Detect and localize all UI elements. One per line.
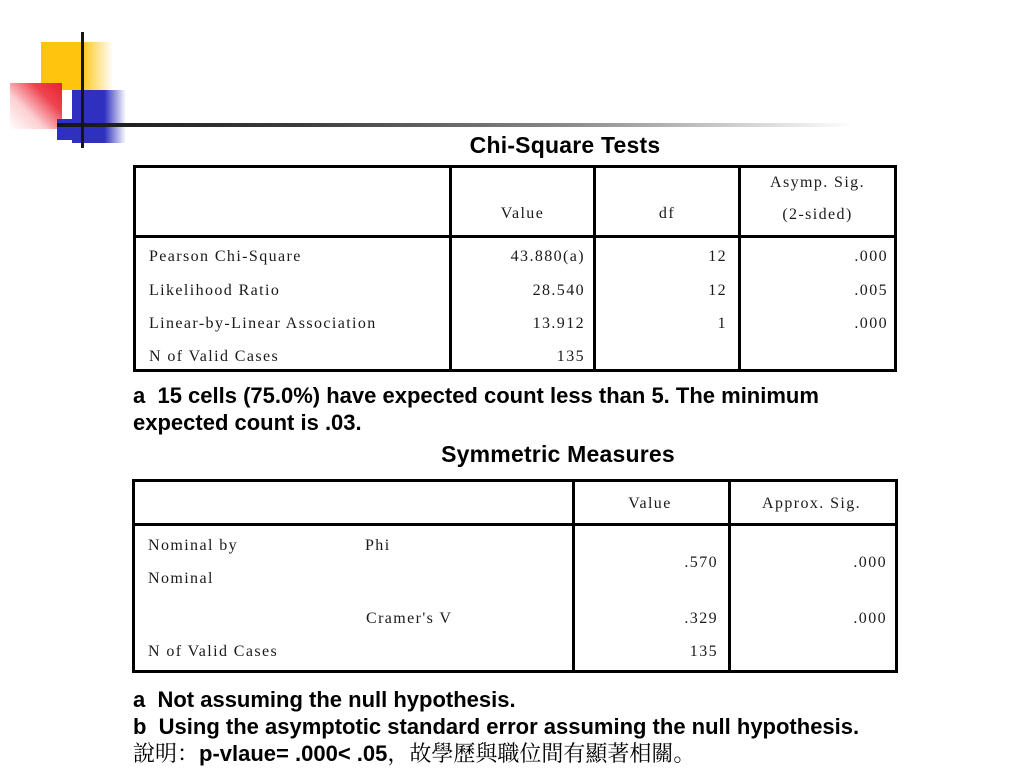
cell-value: .570 <box>684 554 718 571</box>
chi-square-footnote <box>133 382 819 436</box>
cell-value: 135 <box>556 348 585 365</box>
cell-value: 13.912 <box>532 315 585 332</box>
chi-square-table <box>133 165 897 372</box>
note-conclusion <box>133 740 859 767</box>
chi-square-col-divider-1 <box>449 168 452 369</box>
note-conclusion-suffix: ，故學歷與職位間有顯著相關。 <box>387 741 696 766</box>
note-a: a Not assuming the null hypothesis. <box>133 687 516 712</box>
cell-df: 12 <box>708 248 727 265</box>
row-label: Linear-by-Linear Association <box>149 315 377 332</box>
symmetric-header-divider <box>135 523 895 526</box>
row-group-label-line2: Nominal <box>148 570 214 587</box>
row-label: Pearson Chi-Square <box>149 248 302 265</box>
cell-df: 1 <box>717 315 727 332</box>
row-group-label-line1: Nominal by <box>148 537 238 554</box>
cell-sig: .000 <box>853 610 887 627</box>
cell-value: 28.540 <box>532 282 585 299</box>
note-conclusion-prefix: 說明： <box>133 741 200 766</box>
cell-df: 12 <box>708 282 727 299</box>
decoration-red-square <box>10 83 62 129</box>
chi-square-col-divider-2 <box>593 168 596 369</box>
column-header-value: Value <box>500 205 545 222</box>
cell-sig: .000 <box>854 315 888 332</box>
column-header-asymp-sig-line1: Asymp. Sig. <box>770 174 865 191</box>
row-label: N of Valid Cases <box>148 643 279 660</box>
cell-sig: .000 <box>854 248 888 265</box>
row-label: Likelihood Ratio <box>149 282 281 299</box>
cell-value: 135 <box>689 643 718 660</box>
symmetric-measures-table <box>132 479 898 673</box>
footnote-line: a 15 cells (75.0%) have expected count less than 5. The minimum <box>133 383 819 408</box>
chi-square-table-title: Chi-Square Tests <box>469 132 661 158</box>
decoration-horizontal-rule <box>57 123 879 127</box>
footnote-line: expected count is .03. <box>133 410 362 435</box>
column-header-value: Value <box>628 495 672 512</box>
cell-value: 43.880(a) <box>510 248 585 265</box>
column-header-df: df <box>658 205 676 222</box>
column-header-asymp-sig-line2: (2-sided) <box>782 206 853 223</box>
cell-value: .329 <box>684 610 718 627</box>
measure-label: Cramer's V <box>366 610 453 627</box>
measure-label: Phi <box>365 537 391 554</box>
decoration-vertical-rule <box>81 32 84 148</box>
bottom-notes <box>133 686 859 767</box>
cell-sig: .000 <box>853 554 887 571</box>
symmetric-measures-table-title: Symmetric Measures <box>441 441 675 467</box>
note-conclusion-pvalue: p-vlaue= .000< .05 <box>199 741 388 766</box>
column-header-approx-sig: Approx. Sig. <box>761 495 862 512</box>
cell-sig: .005 <box>854 282 888 299</box>
row-label: N of Valid Cases <box>149 348 280 365</box>
chi-square-header-divider <box>136 235 894 238</box>
note-b: b Using the asymptotic standard error assuming the null hypothesis. <box>133 714 860 739</box>
chi-square-col-divider-3 <box>738 168 741 369</box>
